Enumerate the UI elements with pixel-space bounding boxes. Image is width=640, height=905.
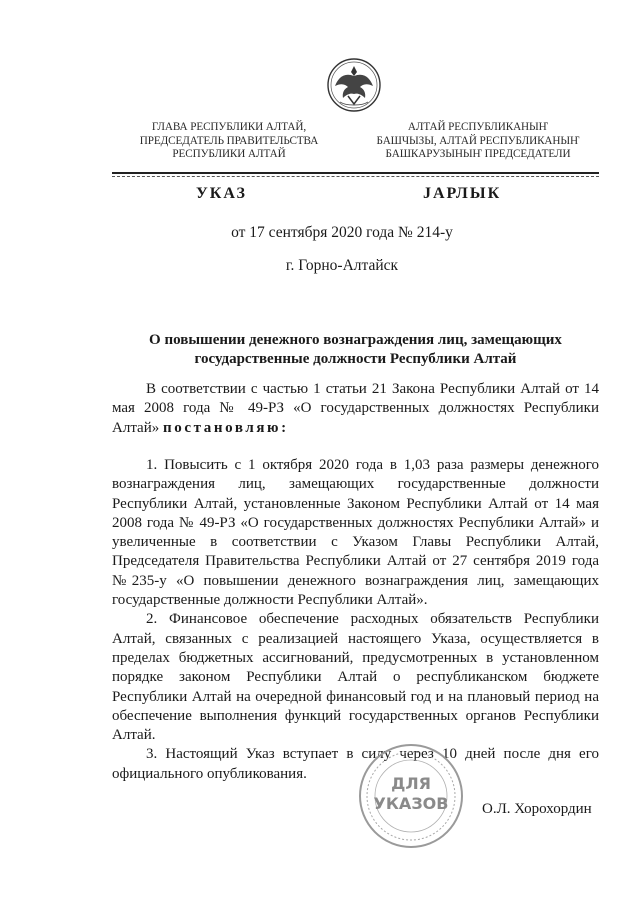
- header-left-line: ПРЕДСЕДАТЕЛЬ ПРАВИТЕЛЬСТВА: [139, 134, 319, 147]
- header-right-block: [358, 121, 598, 162]
- decree-verb: постановляю:: [163, 419, 289, 436]
- decree-items: [112, 456, 599, 784]
- decree-item-2: 2. Финансовое обеспечение расходных обязательств Республики Алтай, связанных с реализацией настоящего Указа, осуществляется в пределах бюджетных ассигнований, предусмотренных в установленном порядке законом Республики Алтай о республиканском бюджете Республики Алтай на очередной финансовый год и на плановый период на обеспечение выполнения функций государственных органов Республики Алтай.: [112, 611, 599, 744]
- signer-name: О.Л. Хорохордин: [482, 801, 592, 817]
- stamp-icon: [356, 741, 466, 851]
- coat-of-arms-icon: [326, 56, 382, 114]
- title-line: государственные должности Республики Алтай: [194, 351, 517, 367]
- header-divider: [112, 172, 599, 174]
- header-right-line: АЛТАЙ РЕСПУБЛИКАНЫҤ: [407, 121, 549, 133]
- doc-type-alt: JАРЛЫК: [423, 185, 502, 202]
- header-left-line: ГЛАВА РЕСПУБЛИКИ АЛТАЙ,: [151, 121, 307, 133]
- document-date: от 17 сентября 2020 года № 214-у: [231, 224, 453, 241]
- decree-item-3: 3. Настоящий Указ вступает в силу через 10 дней после дня его официального опубликования.: [112, 746, 599, 782]
- intro-text: В соответствии с частью 1 статьи 21 Закона Республики Алтай от 14 мая 2008 года № 49-РЗ «О государственных должностях Республики Алтай»: [112, 381, 599, 436]
- intro-paragraph: [112, 380, 599, 438]
- stamp-line-1: ДЛЯ: [391, 774, 431, 793]
- title-line: О повышении денежного вознаграждения лиц, замещающих: [149, 332, 562, 348]
- stamp-line-2: УКАЗОВ: [373, 794, 449, 813]
- header-right-line: БАШЧЫЗЫ, АЛТАЙ РЕСПУБЛИКАНЫҤ: [376, 134, 580, 147]
- doc-type-ru: УКАЗ: [196, 185, 247, 202]
- decree-item-1: 1. Повысить с 1 октября 2020 года в 1,03 раза размеры денежного вознаграждения лиц, замещающих государственные должности Республики Алтай, установленные Законом Республики Алтай от 14 мая 2008 года № 49-РЗ «О государственных должностях Республики Алтай» и увеличенные в соответствии с Указом Главы Республики Алтай, Председателя Правительства Республики Алтай от 27 сентября 2019 года №235-у «О повышении денежного вознаграждения лиц, замещающих государственные должности Республики Алтай».: [112, 457, 599, 609]
- document-city: г. Горно-Алтайск: [285, 257, 399, 274]
- header-left-line: РЕСПУБЛИКИ АЛТАЙ: [172, 148, 286, 161]
- header-left-block: [118, 121, 340, 162]
- header-divider-thin: [112, 176, 599, 177]
- header-right-line: БАШКАРУЗЫНЫҤ ПРЕДСЕДАТЕЛИ: [385, 148, 571, 161]
- document-title: [112, 331, 599, 369]
